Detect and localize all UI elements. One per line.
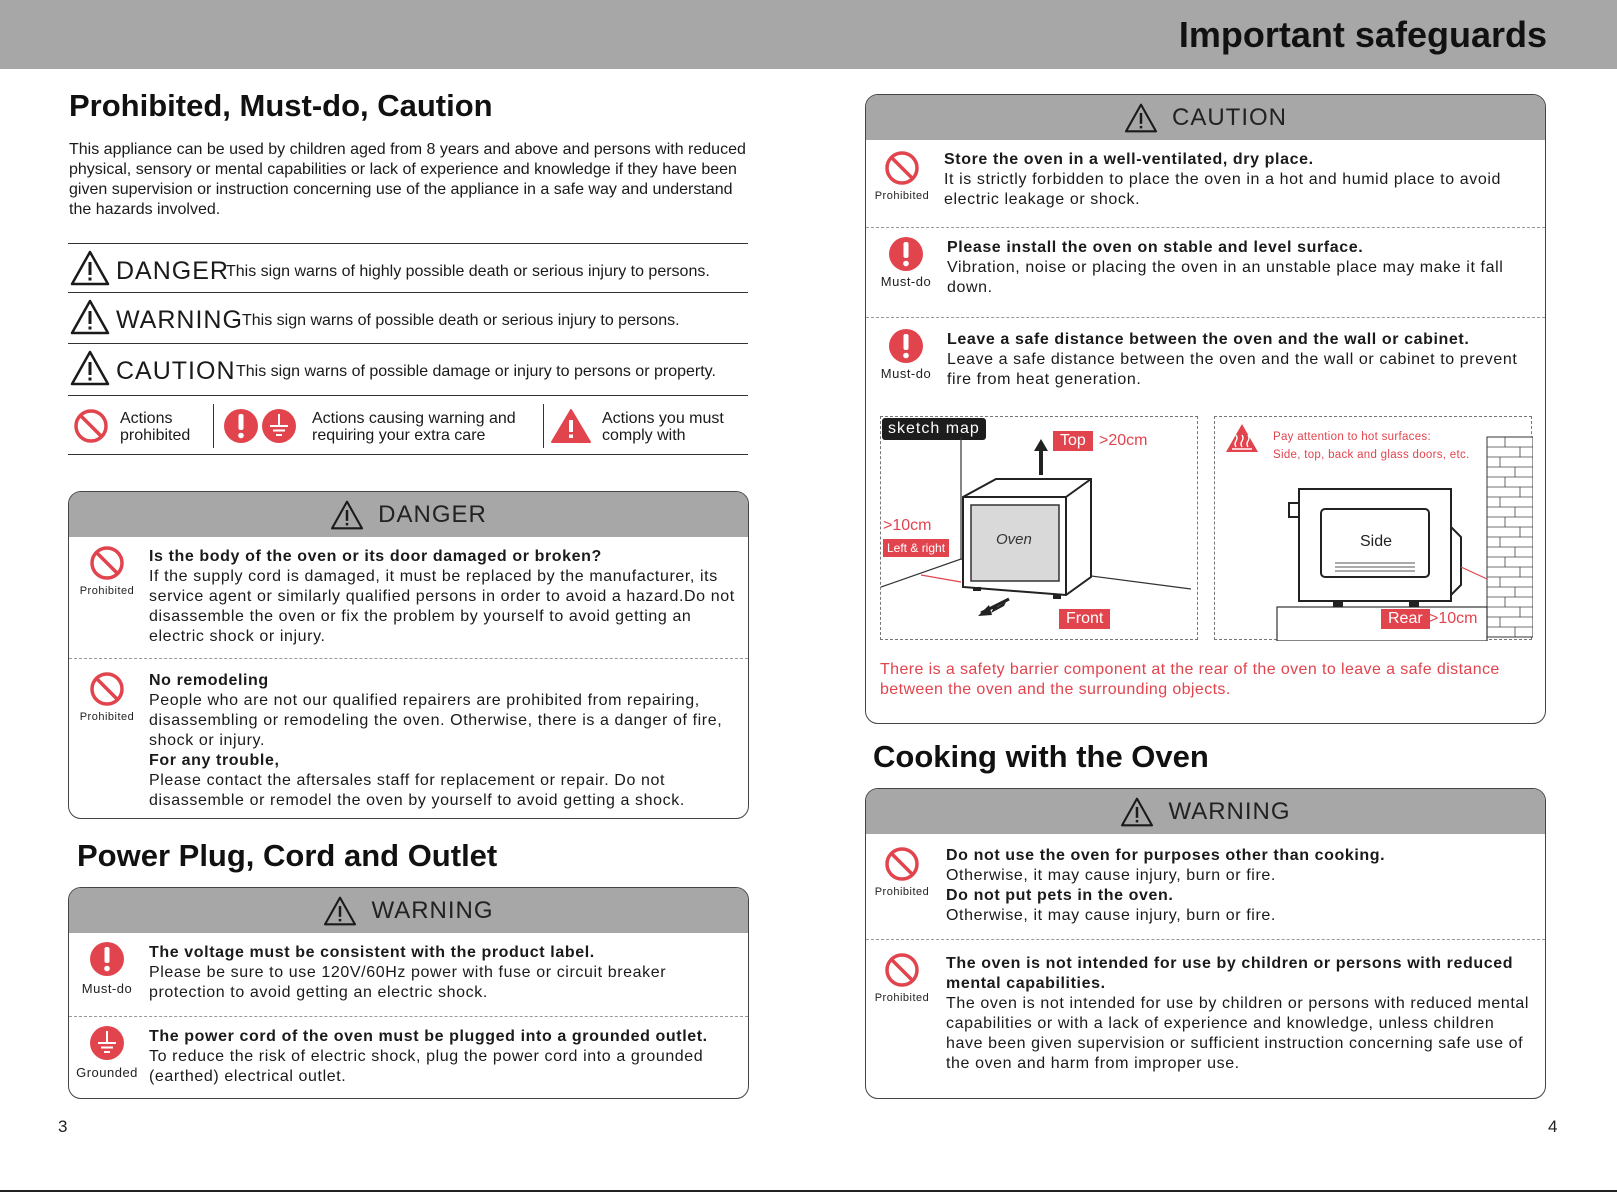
power-warning-box — [68, 887, 749, 1099]
cooking-warning-box — [865, 788, 1546, 1099]
must-comply-triangle-icon — [550, 408, 592, 444]
legend-word: DANGER — [116, 257, 229, 285]
sketch-panel-side — [1214, 416, 1532, 640]
front-tag: Front — [1059, 609, 1110, 629]
legend-must-line2: comply with — [602, 427, 686, 444]
caution-box-header — [866, 95, 1545, 140]
item-body: The oven is not intended for use by children or persons with reduced mental capabilities or with a lack of experience and knowledge, unless children have been given supervision or sufficient instruction concerning safe use of the oven and harm from improper use. — [946, 995, 1530, 1072]
legend-separator — [213, 404, 214, 448]
prohibited-icon — [884, 952, 920, 988]
top-distance: >20cm — [1099, 432, 1148, 449]
warning-triangle-icon — [70, 250, 110, 286]
power-section-title: Power Plug, Cord and Outlet — [77, 838, 498, 873]
item-body: If the supply cord is damaged, it must be replaced by the manufacturer, its service agent or similarly qualified persons in order to avoid a hazard.Do not disassemble the oven or fix the problem by yourself to avoid getting an electric shock or injury. — [149, 568, 735, 645]
danger-box — [68, 491, 749, 819]
icon-label: Prohibited — [874, 190, 930, 202]
top-tag: Top — [1053, 431, 1093, 451]
page-number-right: 4 — [1548, 1117, 1558, 1136]
oven-side-sketch — [1215, 417, 1533, 641]
caution-item — [866, 140, 1545, 225]
legend-warning-text — [312, 410, 516, 444]
grounded-icon — [89, 1025, 125, 1061]
item-heading: No remodeling — [149, 672, 269, 689]
caution-item — [866, 318, 1545, 408]
sketch-panel-front — [880, 416, 1198, 640]
danger-box-header — [69, 492, 748, 537]
warning-item — [866, 940, 1545, 1098]
left-right-tag: Left & right — [883, 539, 949, 557]
legend-desc: This sign warns of possible death or serious injury to persons. — [242, 312, 680, 329]
warning-item — [866, 834, 1545, 934]
warning-triangle-icon — [70, 350, 110, 386]
legend-word: WARNING — [116, 306, 243, 334]
legend-prohibited-line1: Actions — [120, 410, 173, 427]
item-body: Leave a safe distance between the oven and the wall or cabinet to prevent fire from heat generation. — [947, 351, 1518, 388]
grounded-icon — [261, 408, 297, 444]
caution-item — [866, 228, 1545, 318]
item-body: Otherwise, it may cause injury, burn or fire. — [946, 907, 1276, 924]
must-do-icon — [888, 236, 924, 272]
page-number-left: 3 — [58, 1117, 68, 1136]
item-heading: The power cord of the oven must be plugged into a grounded outlet. — [149, 1028, 708, 1045]
icon-label: Prohibited — [874, 886, 930, 898]
danger-item-text — [149, 671, 739, 811]
rear-distance: >10cm — [1429, 610, 1478, 627]
item-body: To reduce the risk of electric shock, plug the power cord into a grounded (earthed) electrical outlet. — [149, 1048, 704, 1085]
prohibited-icon — [89, 671, 125, 707]
left-right-distance: >10cm — [883, 517, 932, 534]
warning-triangle-icon — [1124, 103, 1158, 133]
rear-tag: Rear — [1381, 609, 1430, 629]
legend-must-text — [602, 410, 724, 444]
legend-must-line1: Actions you must — [602, 410, 724, 427]
intro-paragraph: This appliance can be used by children aged from 8 years and above and persons with reduced physical, sensory or mental capabilities or lack of experience and knowledge if they have been given supervision or instruction concerning use of the appliance in a safe way and understand the hazards involved. — [69, 141, 746, 218]
page-header-title: Important safeguards — [1178, 14, 1547, 55]
icon-label: Prohibited — [79, 585, 135, 597]
legend-row-warning — [68, 292, 748, 342]
cooking-section-title: Cooking with the Oven — [873, 739, 1209, 774]
danger-box-title: DANGER — [378, 501, 487, 528]
hot-surface-line2: Side, top, back and glass doors, etc. — [1273, 449, 1470, 461]
page-header-bar — [0, 0, 1617, 69]
icon-label: Must-do — [880, 366, 932, 381]
warning-item-text — [946, 954, 1536, 1074]
warning-item-text — [149, 1027, 739, 1087]
must-do-icon — [89, 941, 125, 977]
danger-item-text — [149, 547, 739, 647]
icon-label: Prohibited — [874, 992, 930, 1004]
caution-item-text — [947, 330, 1537, 390]
legend-separator — [543, 404, 544, 448]
warning-triangle-icon — [323, 896, 357, 926]
item-heading: Store the oven in a well-ventilated, dry place. — [944, 151, 1314, 168]
caution-item-text — [947, 238, 1537, 298]
warning-triangle-icon — [330, 500, 364, 530]
legend-warning-line2: requiring your extra care — [312, 427, 486, 444]
legend-row-caution — [68, 343, 748, 393]
warning-box-title: WARNING — [1168, 798, 1291, 825]
icon-label: Must-do — [880, 274, 932, 289]
hot-surface-line1: Pay attention to hot surfaces: — [1273, 431, 1431, 443]
must-do-icon — [888, 328, 924, 364]
legend-desc: This sign warns of possible damage or injury to persons or property. — [236, 363, 716, 380]
warning-triangle-icon — [1120, 797, 1154, 827]
icon-label: Prohibited — [79, 711, 135, 723]
legend-icons-row — [68, 395, 748, 455]
item-heading: The oven is not intended for use by children or persons with reduced mental capabilities. — [946, 955, 1514, 992]
caution-box — [865, 94, 1546, 724]
item-body: Please be sure to use 120V/60Hz power with fuse or circuit breaker protection to avoid getting an electric shock. — [149, 964, 667, 1001]
item-body: Vibration, noise or placing the oven in an unstable place may make it fall down. — [947, 259, 1504, 296]
must-do-icon — [223, 408, 259, 444]
side-label: Side — [1360, 533, 1393, 550]
oven-label: Oven — [996, 531, 1032, 548]
item-heading: For any trouble, — [149, 752, 280, 769]
legend-desc: This sign warns of highly possible death or serious injury to persons. — [226, 263, 710, 280]
item-body: Otherwise, it may cause injury, burn or fire. — [946, 867, 1276, 884]
warning-box-title: WARNING — [371, 897, 494, 924]
danger-item — [69, 537, 748, 657]
legend-warning-line1: Actions causing warning and — [312, 410, 516, 427]
legend-word: CAUTION — [116, 357, 236, 385]
legend-row-danger — [68, 243, 748, 293]
icon-label: Grounded — [76, 1065, 138, 1080]
caution-box-title: CAUTION — [1172, 104, 1287, 131]
item-heading: The voltage must be consistent with the product label. — [149, 944, 595, 961]
warning-box-header — [866, 789, 1545, 834]
warning-item-text — [149, 943, 739, 1003]
warning-item — [69, 933, 748, 1013]
safety-barrier-note: There is a safety barrier component at the rear of the oven to leave a safe distance between the oven and the surrounding objects. — [880, 661, 1500, 698]
warning-triangle-icon — [70, 299, 110, 335]
prohibited-icon — [73, 408, 109, 444]
caution-item-text — [944, 150, 1534, 210]
item-heading: Please install the oven on stable and level surface. — [947, 239, 1364, 256]
prohibited-icon — [884, 846, 920, 882]
warning-item — [69, 1017, 748, 1099]
item-heading: Is the body of the oven or its door damaged or broken? — [149, 548, 602, 565]
prohibited-icon — [884, 150, 920, 186]
item-body: Please contact the aftersales staff for replacement or repair. Do not disassemble or remodel the oven by yourself to avoid getting a shock. — [149, 772, 685, 809]
item-heading: Do not use the oven for purposes other than cooking. — [946, 847, 1386, 864]
item-body: It is strictly forbidden to place the oven in a hot and humid place to avoid electric leakage or shock. — [944, 171, 1502, 208]
left-section-title: Prohibited, Must-do, Caution — [69, 88, 493, 123]
danger-item — [69, 659, 748, 819]
item-heading: Leave a safe distance between the oven and the wall or cabinet. — [947, 331, 1470, 348]
item-body: People who are not our qualified repairers are prohibited from repairing, disassembling or remodeling the oven. Otherwise, there is a danger of fire, shock or injury. — [149, 692, 723, 749]
item-heading: Do not put pets in the oven. — [946, 887, 1174, 904]
icon-label: Must-do — [81, 981, 133, 996]
sketch-map-tag: sketch map — [882, 418, 986, 440]
legend-prohibited-line2: prohibited — [120, 427, 191, 444]
prohibited-icon — [89, 545, 125, 581]
warning-box-header — [69, 888, 748, 933]
legend-prohibited-text — [120, 410, 190, 444]
warning-item-text — [946, 846, 1536, 926]
